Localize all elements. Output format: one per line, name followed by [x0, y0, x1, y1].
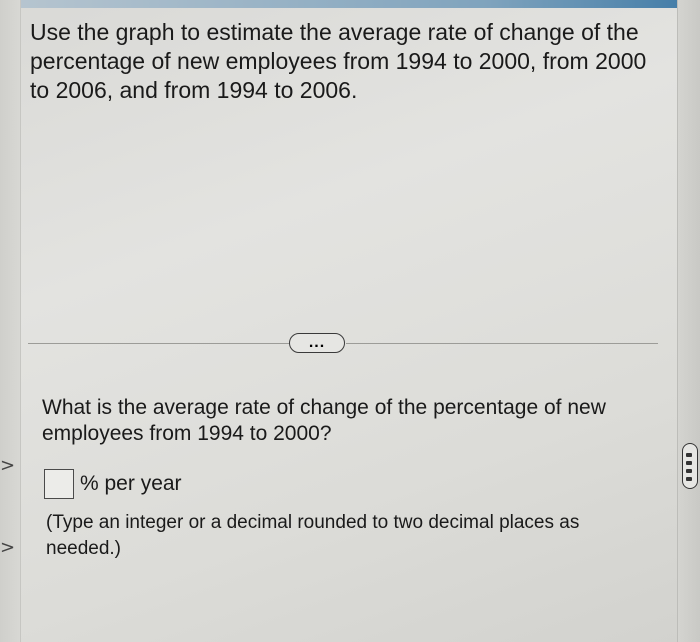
answer-input[interactable]: [44, 469, 74, 499]
answer-row: [44, 468, 182, 500]
divider-line-left: [28, 343, 290, 344]
question-text: Use the graph to estimate the average rate of change of the percentage of new employees from 1994 to 2000, from 2000 to 2006, and from 1994 to 2006.: [30, 19, 647, 103]
answer-hint: (Type an integer or a decimal rounded to two decimal places as needed.): [46, 512, 580, 559]
right-panel-edge: [677, 0, 700, 642]
top-bar: [0, 0, 700, 8]
side-arrow-icon[interactable]: >: [0, 537, 16, 558]
side-arrow-icon[interactable]: >: [0, 455, 16, 476]
side-more-icon[interactable]: [682, 443, 698, 489]
divider-line-right: [346, 343, 658, 344]
sub-question-text: What is the average rate of change of the percentage of new employees from 1994 to 2000?: [42, 396, 606, 445]
expand-more-button[interactable]: ...: [289, 333, 345, 353]
answer-unit: % per year: [80, 472, 182, 495]
